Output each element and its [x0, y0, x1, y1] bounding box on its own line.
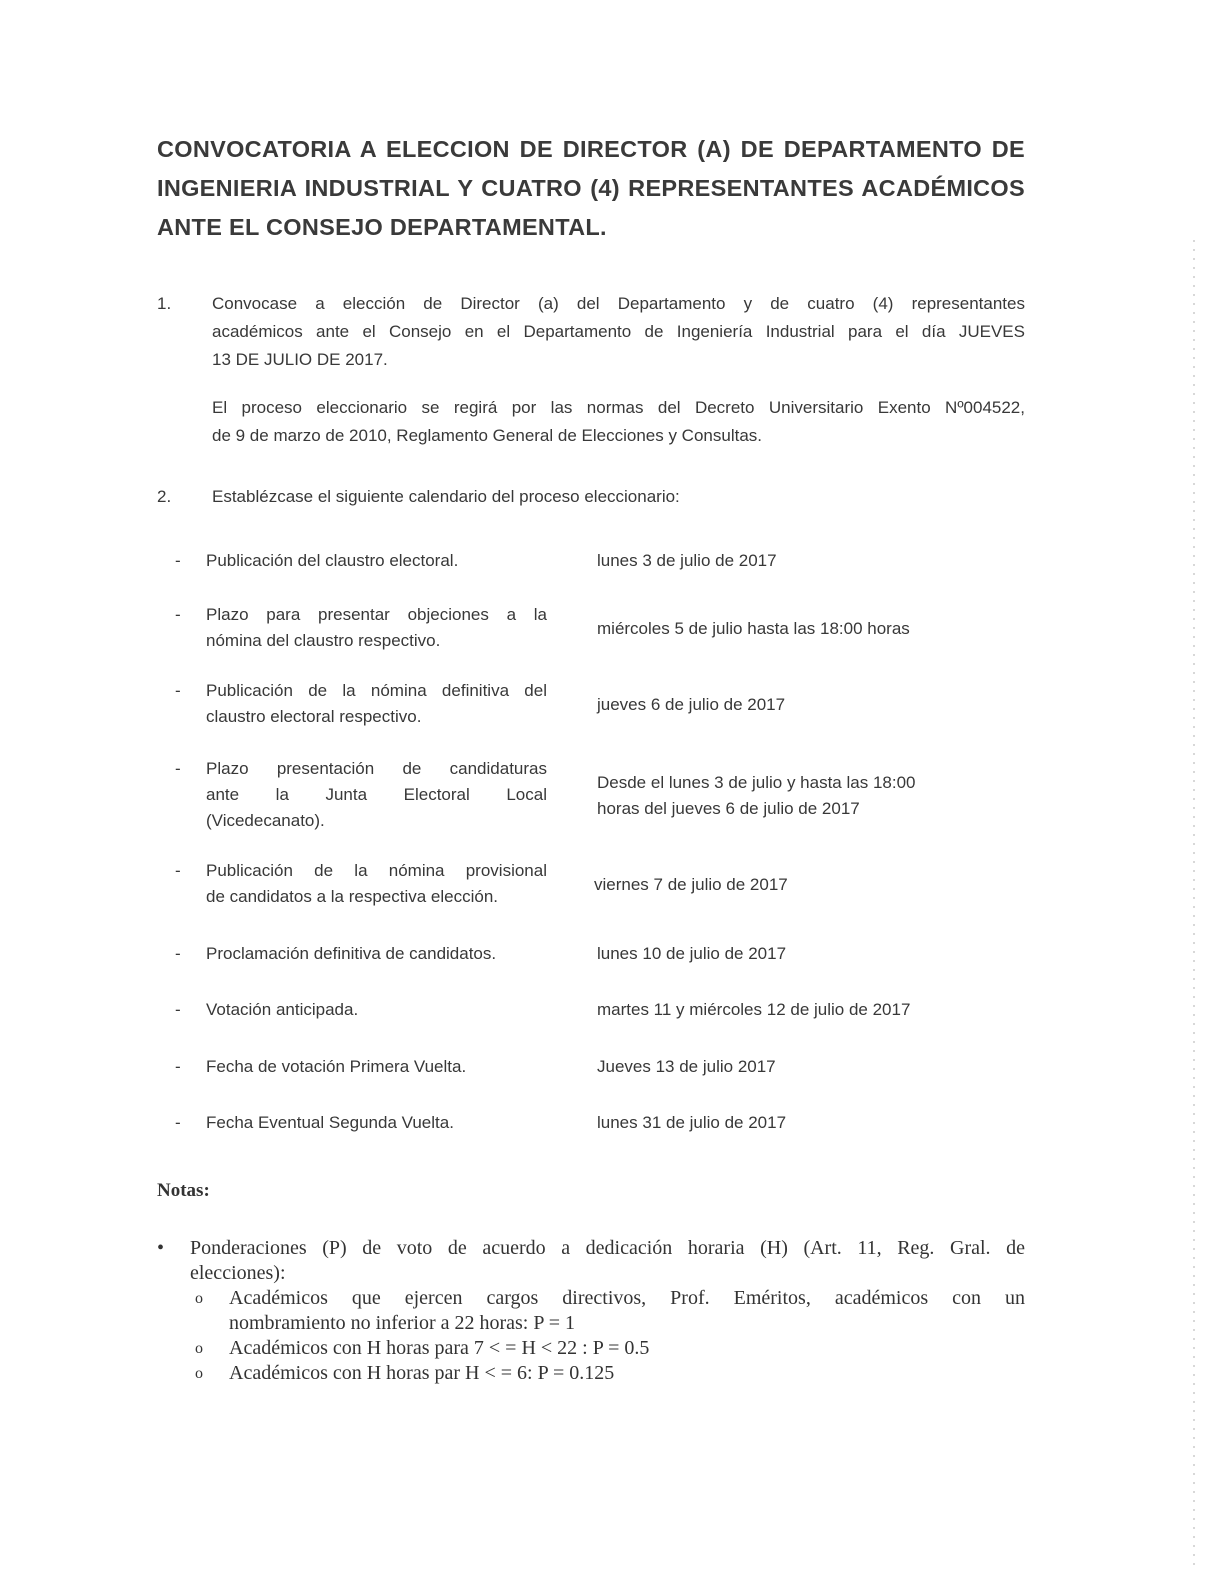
text-line: Publicación del claustro electoral. — [206, 551, 459, 570]
text-line: nombramiento no inferior a 22 horas: P = 1 — [229, 1312, 576, 1334]
text-line: Publicación de la nómina definitiva del — [206, 681, 547, 700]
notes-bullet-item — [157, 1236, 1025, 1286]
text-line: (Vicedecanato). — [206, 811, 325, 830]
text-line: viernes 7 de julio de 2017 — [594, 875, 788, 894]
text-line: Académicos que ejercen cargos directivos, Prof. Eméritos, académicos con un — [229, 1287, 1025, 1309]
text-line: horas del jueves 6 de julio de 2017 — [597, 799, 860, 818]
item-number: 2. — [157, 487, 172, 506]
dash-marker: - — [175, 1057, 181, 1076]
text-line: 13 DE JULIO DE 2017. — [212, 350, 388, 369]
title-line: CONVOCATORIA A ELECCION DE DIRECTOR (A) DE DEPARTAMENTO DE — [157, 136, 1025, 162]
text-line: Votación anticipada. — [206, 1000, 359, 1019]
text-line: Académicos con H horas para 7 < = H < 22 : P = 0.5 — [229, 1337, 650, 1359]
dash-marker: - — [175, 944, 181, 963]
calendar-label — [206, 941, 547, 967]
dash-marker: - — [175, 1113, 181, 1132]
circle-bullet-icon: o — [195, 1290, 203, 1307]
dash-marker: - — [175, 759, 181, 778]
scan-edge-artifact — [1193, 240, 1195, 1570]
text-line: Ponderaciones (P) de voto de acuerdo a dedicación horaria (H) (Art. 11, Reg. Gral. de — [190, 1237, 1025, 1259]
text-line: lunes 31 de julio de 2017 — [597, 1113, 787, 1132]
text-line: Fecha de votación Primera Vuelta. — [206, 1057, 467, 1076]
text-line: Desde el lunes 3 de julio y hasta las 18:00 — [597, 773, 916, 792]
text-line: martes 11 y miércoles 12 de julio de 2017 — [597, 1000, 911, 1019]
calendar-label — [206, 997, 547, 1023]
list-item — [157, 1336, 1025, 1361]
calendar-label — [206, 602, 547, 654]
item-1-paragraph-1 — [212, 290, 1025, 374]
item-1 — [157, 290, 1025, 450]
item-1-paragraph-2 — [212, 394, 1025, 450]
calendar-date — [597, 692, 1007, 718]
text-line: Jueves 13 de julio 2017 — [597, 1057, 776, 1076]
text-line: El proceso eleccionario se regirá por las normas del Decreto Universitario Exento Nº004522, — [212, 398, 1025, 417]
text-line: jueves 6 de julio de 2017 — [597, 695, 786, 714]
notes-heading: Notas: — [157, 1180, 210, 1201]
text-line: miércoles 5 de julio hasta las 18:00 horas — [597, 619, 910, 638]
dash-marker: - — [175, 605, 181, 624]
calendar-date — [597, 770, 1007, 822]
dash-marker: - — [175, 1000, 181, 1019]
calendar-label — [206, 548, 547, 574]
text-line: nómina del claustro respectivo. — [206, 631, 441, 650]
text-line: de candidatos a la respectiva elección. — [206, 887, 499, 906]
calendar-date — [597, 616, 1007, 642]
calendar-date — [597, 548, 1007, 574]
list-item — [157, 1286, 1025, 1336]
calendar-label — [206, 678, 547, 730]
text-line: Plazo presentación de candidaturas — [206, 759, 547, 778]
text-line: académicos ante el Consejo en el Departamento de Ingeniería Industrial para el día JUEVES — [212, 322, 1025, 341]
bullet-icon: • — [157, 1237, 165, 1259]
item-2-text: Establézcase el siguiente calendario del proceso eleccionario: — [212, 487, 680, 506]
notes-section — [157, 1236, 1025, 1386]
title-line: INGENIERIA INDUSTRIAL Y CUATRO (4) REPRESENTANTES ACADÉMICOS — [157, 175, 1025, 201]
calendar-date — [597, 1054, 1007, 1080]
text-line: Fecha Eventual Segunda Vuelta. — [206, 1113, 454, 1132]
calendar-label — [206, 756, 547, 834]
text-line: claustro electoral respectivo. — [206, 707, 422, 726]
text-line: lunes 10 de julio de 2017 — [597, 944, 787, 963]
text-line: de 9 de marzo de 2010, Reglamento General de Elecciones y Consultas. — [212, 426, 762, 445]
calendar-label — [206, 858, 547, 910]
notes-sub-list — [157, 1286, 1025, 1386]
item-2 — [157, 483, 1025, 511]
text-line: ante la Junta Electoral Local — [206, 785, 547, 804]
text-line: Proclamación definitiva de candidatos. — [206, 944, 497, 963]
calendar-date — [597, 997, 1007, 1023]
text-line: Académicos con H horas par H < = 6: P = 0.125 — [229, 1362, 615, 1384]
dash-marker: - — [175, 551, 181, 570]
text-line: elecciones): — [190, 1262, 286, 1284]
circle-bullet-icon: o — [195, 1340, 203, 1357]
document-title — [157, 130, 1025, 247]
dash-marker: - — [175, 861, 181, 880]
circle-bullet-icon: o — [195, 1365, 203, 1382]
text-line: Plazo para presentar objeciones a la — [206, 605, 547, 624]
calendar-date — [597, 941, 1007, 967]
calendar-date — [597, 1110, 1007, 1136]
list-item — [157, 1361, 1025, 1386]
item-number: 1. — [157, 294, 172, 313]
calendar-label — [206, 1054, 547, 1080]
title-line: ANTE EL CONSEJO DEPARTAMENTAL. — [157, 214, 607, 240]
calendar-date — [594, 872, 1004, 898]
calendar-label — [206, 1110, 547, 1136]
text-line: lunes 3 de julio de 2017 — [597, 551, 777, 570]
text-line: Publicación de la nómina provisional — [206, 861, 547, 880]
dash-marker: - — [175, 681, 181, 700]
text-line: Convocase a elección de Director (a) del Departamento y de cuatro (4) representantes — [212, 294, 1025, 313]
